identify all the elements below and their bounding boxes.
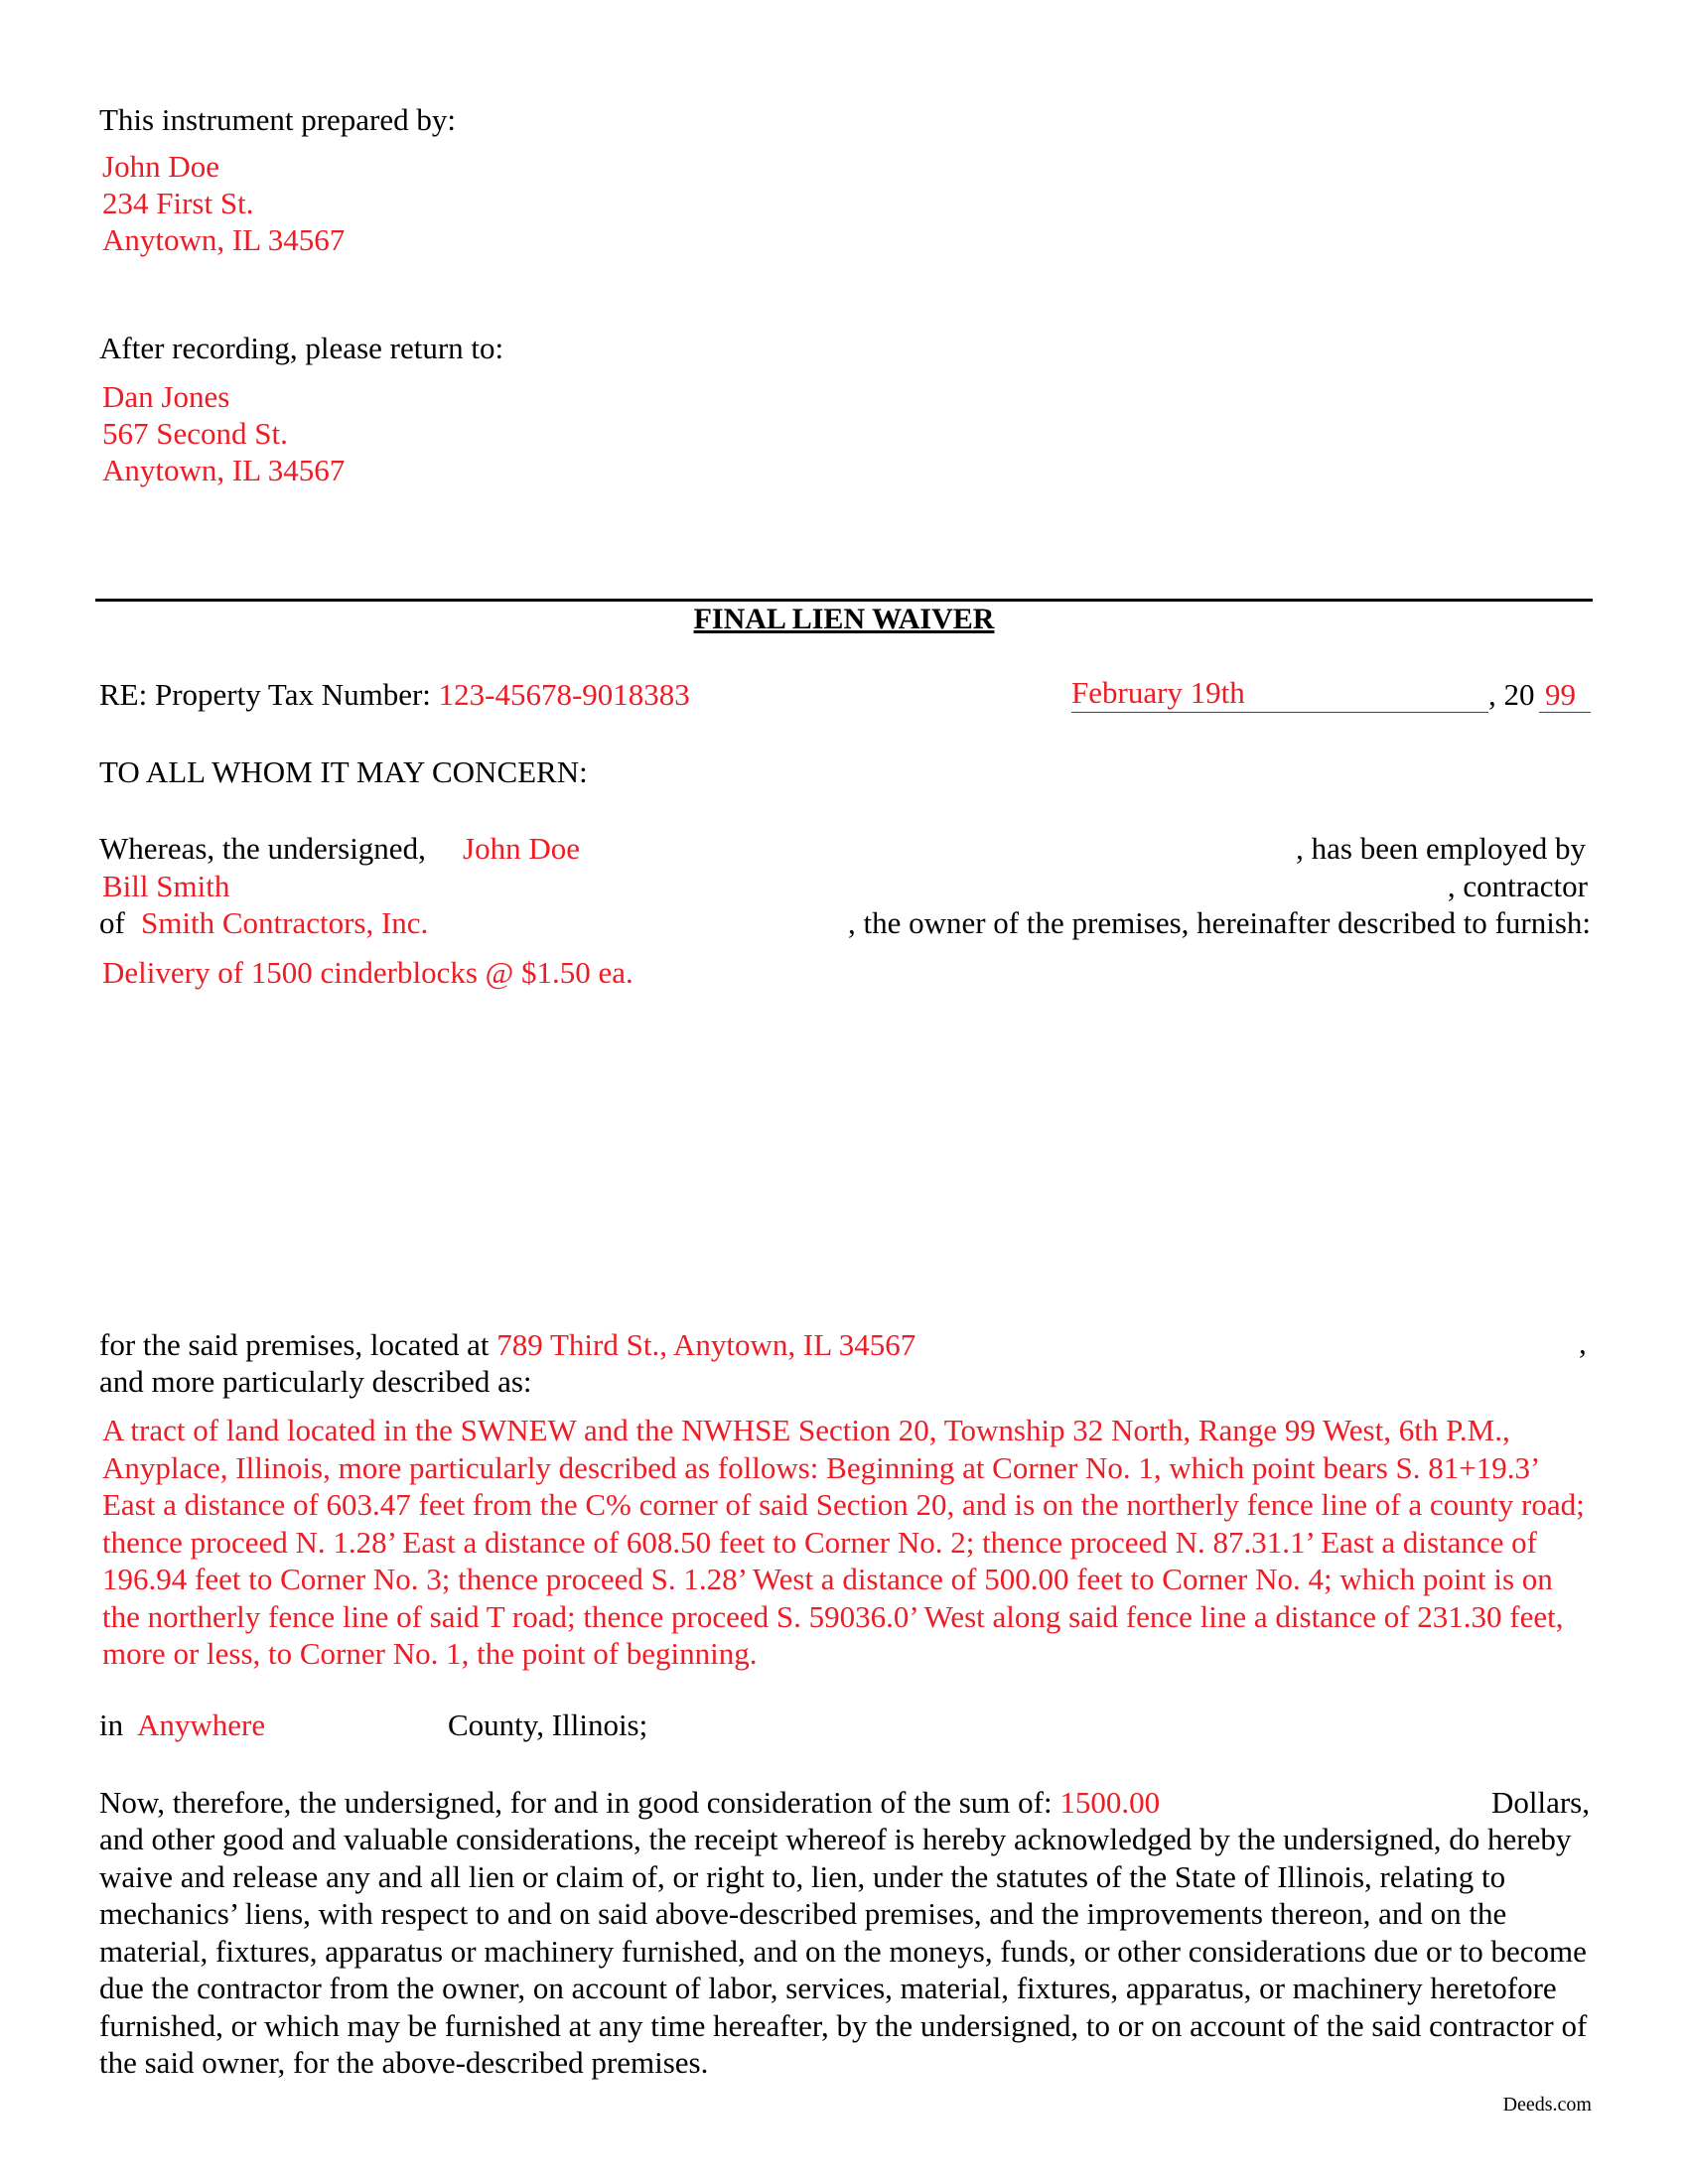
prepared-by-address-line1: 234 First St. <box>102 186 254 220</box>
undersigned-name: John Doe <box>463 831 580 866</box>
whereas-label: Whereas, the undersigned, <box>99 831 426 866</box>
owner-label: , the owner of the premises, hereinafter described to furnish: <box>847 905 1591 940</box>
described-label: and more particularly described as: <box>99 1364 532 1399</box>
county-label: County, Illinois; <box>448 1707 648 1742</box>
premises-address: 789 Third St., Anytown, IL 34567 <box>496 1327 916 1362</box>
year-underline <box>1539 712 1591 713</box>
tax-number-label: RE: Property Tax Number: <box>99 677 431 712</box>
consideration-label: Now, therefore, the undersigned, for and in good consideration of the sum of: <box>99 1785 1053 1820</box>
furnish-description: Delivery of 1500 cinderblocks @ $1.50 ea. <box>102 955 633 990</box>
re-line <box>99 676 690 713</box>
document-title: FINAL LIEN WAIVER <box>693 603 995 635</box>
legal-description: A tract of land located in the SWNEW and the NWHSE Section 20, Township 32 North, Range 99 West, 6th P.M., Anyplace, Illinois, more particularly described as follows: Beginning at Corner No. 1, which point bears S. 81+19.3’ East a distance of 603.47 feet from the C% corner of said Section 20, and is on the northerly fence line of a county road; thence proceed N. 1.28’ East a distance of 608.50 feet to Corner No. 2; thence proceed N. 87.31.1’ East a distance of 196.94 feet to Corner No. 3; thence proceed S. 1.28’ West a distance of 500.00 feet to Corner No. 4; which point is on the northerly fence line of said T road; thence proceed S. 59036.0’ West along said fence line a distance of 231.30 feet, more or less, to Corner No. 1, the point of beginning. <box>102 1413 1585 1671</box>
county-name: Anywhere <box>137 1707 266 1742</box>
contractor-name: Bill Smith <box>102 869 230 903</box>
premises-line <box>99 1326 915 1363</box>
deeds-watermark: Deeds.com <box>1502 2094 1592 2116</box>
date-value: February 19th <box>1071 675 1245 710</box>
year-prefix: , 20 <box>1488 677 1535 712</box>
consideration-intro <box>99 1784 1160 1821</box>
in-label: in <box>99 1707 124 1742</box>
dollars-label: Dollars, <box>1490 1785 1590 1820</box>
date-underline <box>1071 712 1488 713</box>
return-to-label: After recording, please return to: <box>99 331 504 365</box>
premises-comma: , <box>1579 1325 1587 1360</box>
employed-by-label: , has been employed by <box>1296 831 1586 866</box>
of-label: of <box>99 905 125 940</box>
sum-value: 1500.00 <box>1059 1785 1161 1820</box>
premises-label: for the said premises, located at <box>99 1327 490 1362</box>
contractor-label: , contractor <box>1447 869 1588 903</box>
prepared-by-address-line2: Anytown, IL 34567 <box>102 222 346 257</box>
consideration-text: and other good and valuable considerations, the receipt whereof is hereby acknowledged by the undersigned, do hereby waive and release any and all lien or claim of, or right to, lien, under the statutes of the State of Illinois, relating to mechanics’ liens, with respect to and on said above-described premises, and the improvements thereon, and on the material, fixtures, apparatus or machinery furnished, and on the moneys, funds, or other considerations due or to become due the contractor from the owner, on account of labor, services, material, fixtures, apparatus, or machinery heretofore furnished, or which may be furnished at any time hereafter, by the undersigned, to or on account of the said contractor of the said owner, for the above-described premises. <box>99 1822 1588 2080</box>
year-value: 99 <box>1545 677 1576 712</box>
return-to-address-line1: 567 Second St. <box>102 416 288 451</box>
owner-name: Smith Contractors, Inc. <box>141 905 429 940</box>
tax-number-value: 123-45678-9018383 <box>438 677 690 712</box>
return-to-name: Dan Jones <box>102 379 230 414</box>
return-to-address-line2: Anytown, IL 34567 <box>102 453 346 487</box>
prepared-by-label: This instrument prepared by: <box>99 102 456 137</box>
salutation: TO ALL WHOM IT MAY CONCERN: <box>99 754 588 789</box>
prepared-by-name: John Doe <box>102 149 219 184</box>
